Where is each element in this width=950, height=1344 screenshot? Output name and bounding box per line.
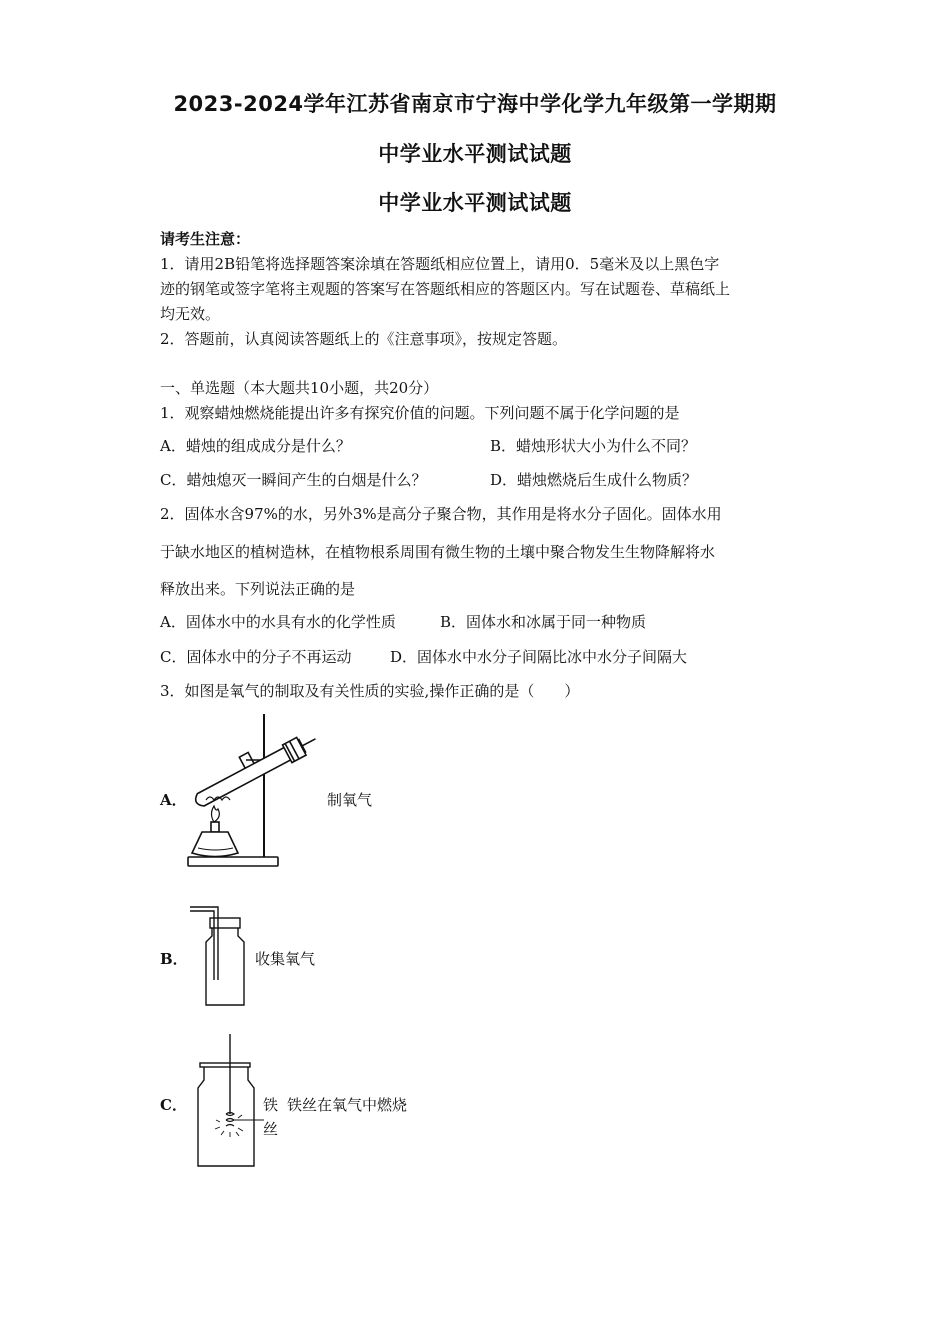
q3-option-c-label-iron: 铁 — [263, 1096, 279, 1114]
q1-option-c: C．蜡烛熄灭一瞬间产生的白烟是什么？ — [160, 471, 427, 489]
q2-option-c: C．固体水中的分子不再运动 — [160, 648, 352, 666]
notice-heading: 请考生注意： — [160, 230, 251, 248]
notice-item-1-line-2: 迹的钢笔或签字笔将主观题的答案写在答题纸相应的答题区内。写在试题卷、草稿纸上 — [160, 280, 731, 298]
q3-figure-b-collection-bottle — [186, 900, 251, 1010]
q3-figure-a-heating-apparatus — [180, 710, 330, 872]
q1-option-d: D．蜡烛燃烧后生成什么物质？ — [490, 471, 698, 489]
q3-option-a-caption: 制氧气 — [327, 791, 373, 809]
page-title-line-3: 中学业水平测试试题 — [378, 191, 572, 215]
q3-stem: 3．如图是氧气的制取及有关性质的实验,操作正确的是（ ） — [160, 682, 580, 700]
page-title-line-2: 中学业水平测试试题 — [378, 142, 572, 166]
q2-option-b: B．固体水和冰属于同一种物质 — [440, 613, 647, 631]
notice-item-1-line-3: 均无效。 — [160, 305, 221, 323]
q3-figure-c-gas-jar — [190, 1032, 270, 1172]
q2-stem-line-2: 于缺水地区的植树造林，在植物根系周围有微生物的土壤中聚合物发生生物降解将水 — [160, 543, 716, 561]
q3-option-a-letter: A． — [160, 791, 187, 809]
q2-stem-line-1: 2．固体水含97%的水，另外3%是高分子聚合物，其作用是将水分子固化。固体水用 — [160, 505, 722, 523]
q1-stem: 1．观察蜡烛燃烧能提出许多有探究价值的问题。下列问题不属于化学问题的是 — [160, 404, 680, 422]
notice-item-2: 2．答题前，认真阅读答题纸上的《注意事项》，按规定答题。 — [160, 330, 568, 348]
q3-option-b-letter: B． — [160, 950, 188, 968]
section-heading: 一、单选题（本大题共10小题，共20分） — [160, 379, 439, 397]
q2-stem-line-3: 释放出来。下列说法正确的是 — [160, 580, 356, 598]
q2-option-a: A．固体水中的水具有水的化学性质 — [160, 613, 396, 631]
page-title-line-1: 2023-2024学年江苏省南京市宁海中学化学九年级第一学期期 — [173, 92, 777, 116]
q1-option-a: A．蜡烛的组成成分是什么？ — [160, 437, 351, 455]
q3-option-c-label-wire: 丝 — [263, 1120, 279, 1138]
notice-item-1-line-1: 1．请用2B铅笔将选择题答案涂填在答题纸相应位置上，请用0．5毫米及以上黑色字 — [160, 255, 720, 273]
q3-option-c-letter: C． — [160, 1096, 187, 1114]
q3-option-c-caption: 铁丝在氧气中燃烧 — [287, 1096, 408, 1114]
q3-option-b-caption: 收集氧气 — [255, 950, 316, 968]
q1-option-b: B．蜡烛形状大小为什么不同？ — [490, 437, 697, 455]
q2-option-d: D．固体水中水分子间隔比冰中水分子间隔大 — [390, 648, 688, 666]
